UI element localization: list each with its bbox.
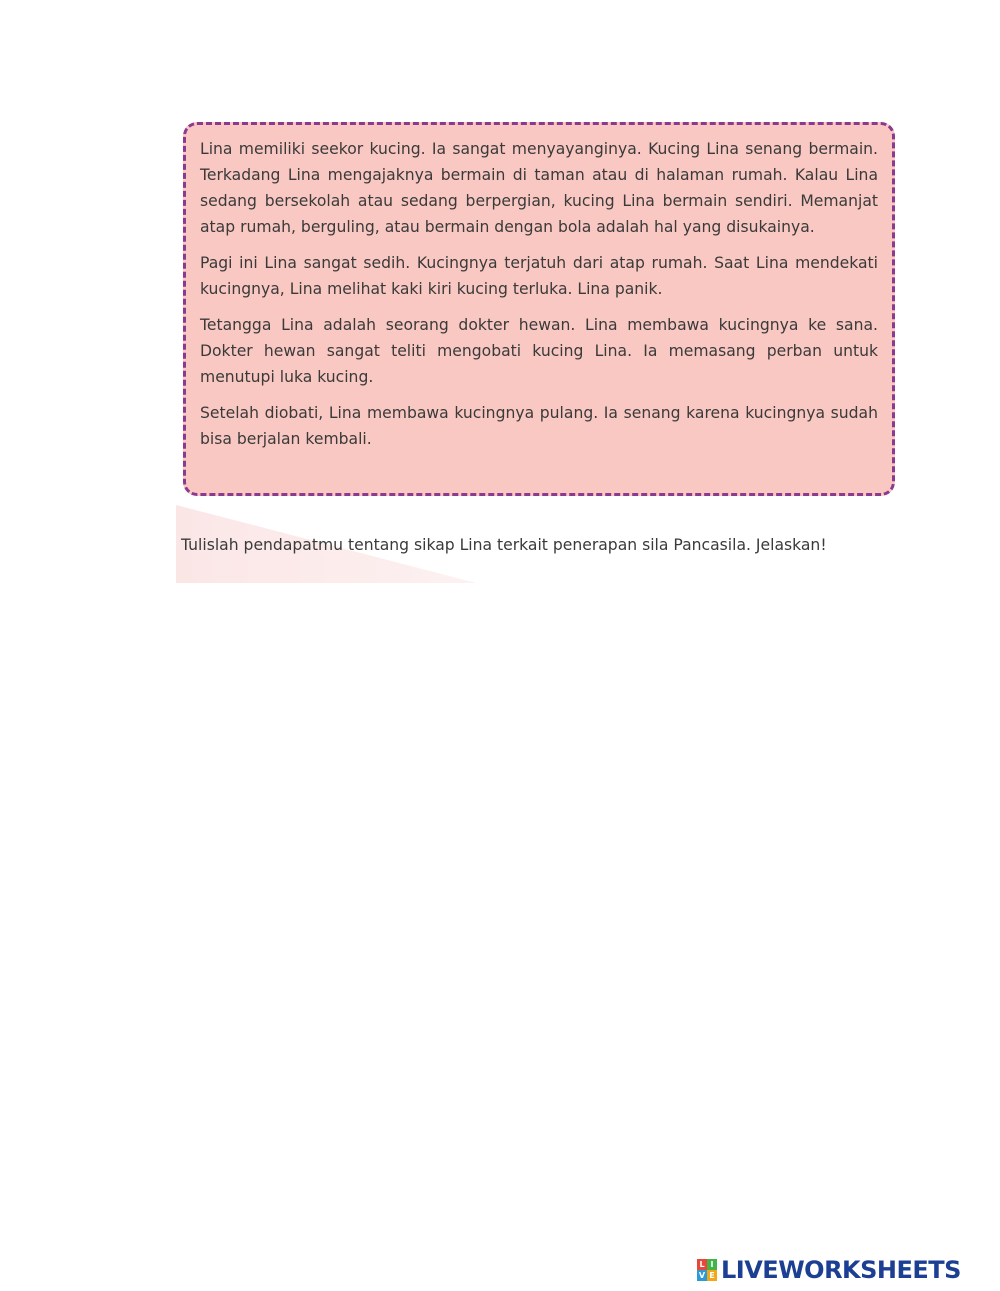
logo-mark-letter-e: E [707,1270,717,1281]
logo-mark-letter-v: V [698,1271,706,1280]
story-box [183,122,895,496]
story-paragraph-1: Lina memiliki seekor kucing. Ia sangat menyayanginya. Kucing Lina senang bermain. Terkadang Lina mengajaknya bermain di taman atau di halaman rumah. Kalau Lina sedang bersekolah atau sedang berpergian, kucing Lina bermain sendiri. Memanjat atap rumah, berguling, atau bermain dengan bola adalah hal yang disukainya. [200,140,878,236]
story-paragraph-3: Tetangga Lina adalah seorang dokter hewan. Lina membawa kucingnya ke sana. Dokter hewan sangat teliti mengobati kucing Lina. Ia memasang perban untuk menutupi luka kucing. [200,316,878,386]
story-paragraph-4: Setelah diobati, Lina membawa kucingnya pulang. Ia senang karena kucingnya sudah bisa berjalan kembali. [200,404,878,448]
liveworksheets-logo [697,1256,961,1284]
logo-text: LIVEWORKSHEETS [721,1256,961,1284]
logo-mark-letter-i: I [707,1259,717,1270]
question-text: Tulislah pendapatmu tentang sikap Lina terkait penerapan sila Pancasila. Jelaskan! [181,536,827,554]
logo-mark-icon [697,1259,717,1281]
story-paragraph-2: Pagi ini Lina sangat sedih. Kucingnya terjatuh dari atap rumah. Saat Lina mendekati kucingnya, Lina melihat kaki kiri kucing terluka. Lina panik. [200,254,878,298]
logo-mark-letter-l: L [697,1259,707,1270]
